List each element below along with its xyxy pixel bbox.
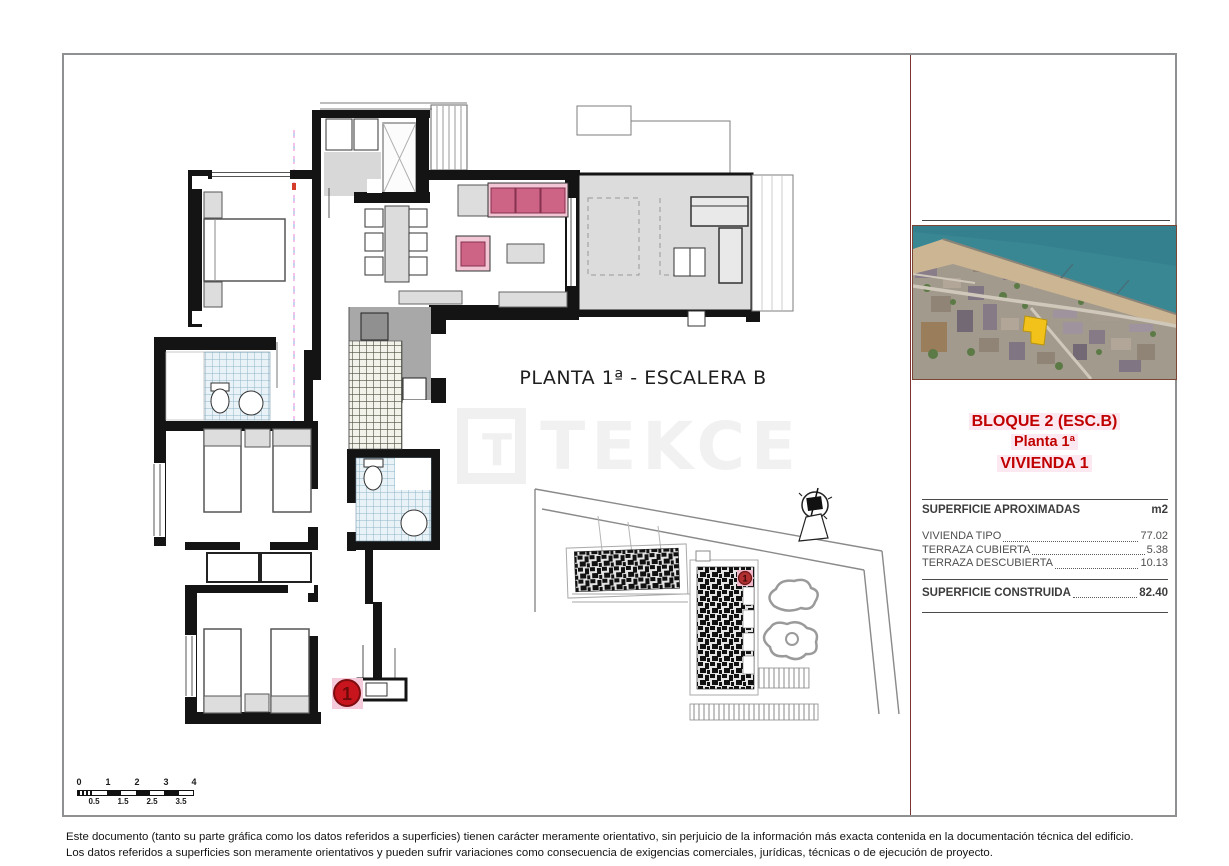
bathroom-2	[356, 458, 431, 541]
sink	[401, 510, 427, 536]
disclaimer-line-1: Este documento (tanto su parte gráfica como los datos referidos a superficies) tienen carácter meramente orientativo, sin perjuicio de la información más exacta contenida en la documentación técnica del edificio.	[66, 831, 1134, 843]
site-building-left	[566, 544, 688, 598]
table-row: VIVIENDA TIPO 77.02	[922, 530, 1168, 542]
dot-leader	[1003, 541, 1138, 542]
coffee-table	[507, 244, 544, 263]
photo-top-rule	[922, 220, 1170, 221]
tekce-logo-icon: T	[457, 408, 526, 484]
scale-top-labels: 0 1 2 3 4	[76, 777, 197, 787]
table-rule-bottom	[922, 612, 1168, 613]
bathroom-1	[166, 352, 270, 420]
dot-leader	[1073, 597, 1137, 598]
table-row: TERRAZA DESCUBIERTA 10.13	[922, 557, 1168, 569]
toilet	[364, 466, 382, 490]
total-label: SUPERFICIE CONSTRUIDA	[922, 586, 1071, 599]
north-compass-icon	[799, 488, 832, 541]
unit-marker-label: 1	[341, 684, 353, 704]
unit-heading	[910, 411, 1179, 474]
dot-leader	[1055, 568, 1138, 569]
disclaimer-line-2: Los datos referidos a superficies son meramente orientativos y pueden sufrir variaciones como consecuencia de exigencias comerciales, jurídicas, técnicas o de ejecución de proyecto.	[66, 847, 993, 859]
disclaimer	[66, 829, 1186, 861]
aerial-photo-image	[913, 226, 1176, 379]
site-pool	[764, 580, 818, 659]
dining-area	[365, 206, 462, 304]
stair-elevator-core	[320, 110, 430, 218]
total-value: 82.40	[1139, 586, 1168, 599]
dot-leader	[1032, 554, 1144, 555]
site-unit-marker-label: 1	[742, 573, 748, 584]
table-header: SUPERFICIE APROXIMADAS	[922, 504, 1081, 516]
table-row: TERRAZA CUBIERTA 5.38	[922, 543, 1168, 556]
site-unit-marker	[737, 570, 753, 586]
dining-table	[385, 206, 409, 282]
block-title: BLOQUE 2 (ESC.B)	[969, 413, 1121, 430]
scale-bottom-labels: 0.5 1.5 2.5 3.5	[88, 797, 187, 806]
plan-title: PLANTA 1ª - ESCALERA B	[519, 367, 767, 389]
toilet	[211, 389, 229, 413]
table-unit-header: m2	[1151, 504, 1168, 516]
terrace	[578, 174, 793, 326]
bedroom-3	[204, 629, 309, 713]
bedroom-1	[204, 192, 285, 307]
sheet-frame	[62, 53, 1177, 817]
tv-sideboard	[499, 292, 567, 307]
unit-marker	[332, 678, 363, 709]
bedroom-2	[204, 429, 311, 512]
surface-table	[922, 499, 1168, 613]
floor-title: Planta 1ª	[1011, 434, 1078, 450]
living-room	[456, 183, 568, 307]
kitchen	[349, 307, 431, 449]
unit-title: VIVIENDA 1	[997, 455, 1091, 472]
double-bed	[204, 219, 285, 281]
watermark-text: TEKCE	[540, 407, 802, 485]
wardrobes	[207, 553, 311, 582]
aerial-photo	[912, 225, 1177, 380]
floor-plan-drawing	[64, 55, 910, 815]
section-line	[292, 130, 296, 460]
site-plan	[535, 488, 899, 720]
table-total-row	[922, 580, 1168, 606]
sink	[239, 391, 263, 415]
